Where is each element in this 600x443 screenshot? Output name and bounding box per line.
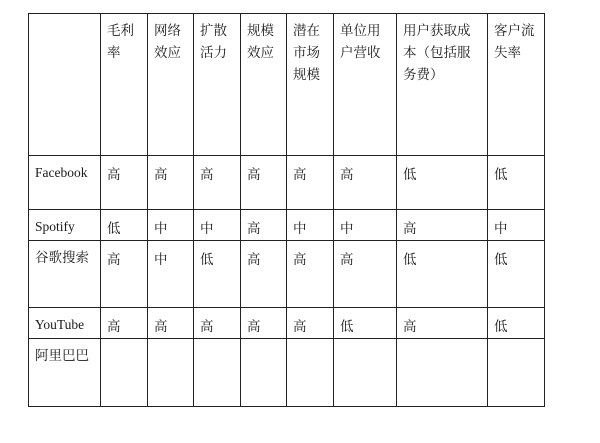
- table-cell: 高: [194, 308, 241, 339]
- row-label-youtube: YouTube: [29, 308, 101, 339]
- header-row: [29, 14, 545, 156]
- table-row: [29, 156, 545, 210]
- table-cell: 中: [287, 210, 334, 241]
- header-gross-margin: 毛利 率: [101, 14, 148, 156]
- header-market-size: 潜在 市场 规模: [287, 14, 334, 156]
- table-cell: 低: [334, 308, 397, 339]
- row-label-alibaba: 阿里巴巴: [29, 339, 101, 407]
- header-churn-rate: 客户流 失率: [488, 14, 545, 156]
- table-cell: 中: [488, 210, 545, 241]
- table-cell: 高: [241, 210, 287, 241]
- row-label-facebook: Facebook: [29, 156, 101, 210]
- header-corner-cell: [29, 14, 101, 156]
- table-cell: 高: [334, 241, 397, 308]
- table-cell: [148, 339, 194, 407]
- table-cell: 低: [397, 241, 488, 308]
- header-revenue-per-user: 单位用 户营收: [334, 14, 397, 156]
- table-cell: 高: [148, 308, 194, 339]
- table-cell: 高: [287, 241, 334, 308]
- table-cell: 高: [397, 210, 488, 241]
- comparison-table-container: [28, 13, 545, 407]
- table-row: [29, 241, 545, 308]
- table-cell: 高: [241, 308, 287, 339]
- row-label-spotify: Spotify: [29, 210, 101, 241]
- table-row: [29, 210, 545, 241]
- header-virality: 扩散 活力: [194, 14, 241, 156]
- table-cell: [194, 339, 241, 407]
- table-cell: [397, 339, 488, 407]
- table-cell: 高: [287, 156, 334, 210]
- row-label-google-search: 谷歌搜索: [29, 241, 101, 308]
- table-cell: 高: [194, 156, 241, 210]
- table-cell: 低: [397, 156, 488, 210]
- table-cell: 高: [241, 241, 287, 308]
- table-cell: 高: [101, 241, 148, 308]
- table-cell: 低: [488, 156, 545, 210]
- table-cell: [101, 339, 148, 407]
- table-cell: 高: [241, 156, 287, 210]
- table-cell: 低: [488, 308, 545, 339]
- header-scale-effect: 规模 效应: [241, 14, 287, 156]
- header-acquisition-cost: 用户获取成 本（包括服 务费）: [397, 14, 488, 156]
- table-cell: 高: [287, 308, 334, 339]
- table-cell: 高: [397, 308, 488, 339]
- table-cell: [334, 339, 397, 407]
- table-cell: 低: [488, 241, 545, 308]
- table-row: [29, 308, 545, 339]
- header-network-effect: 网络 效应: [148, 14, 194, 156]
- comparison-table: [28, 13, 545, 407]
- table-cell: 低: [194, 241, 241, 308]
- table-cell: 中: [194, 210, 241, 241]
- table-cell: 中: [148, 210, 194, 241]
- table-cell: 低: [101, 210, 148, 241]
- table-cell: 高: [101, 156, 148, 210]
- table-cell: [488, 339, 545, 407]
- table-cell: [241, 339, 287, 407]
- table-cell: 高: [101, 308, 148, 339]
- table-cell: 高: [334, 156, 397, 210]
- table-cell: [287, 339, 334, 407]
- table-cell: 高: [148, 156, 194, 210]
- table-cell: 中: [148, 241, 194, 308]
- table-cell: 中: [334, 210, 397, 241]
- table-row: [29, 339, 545, 407]
